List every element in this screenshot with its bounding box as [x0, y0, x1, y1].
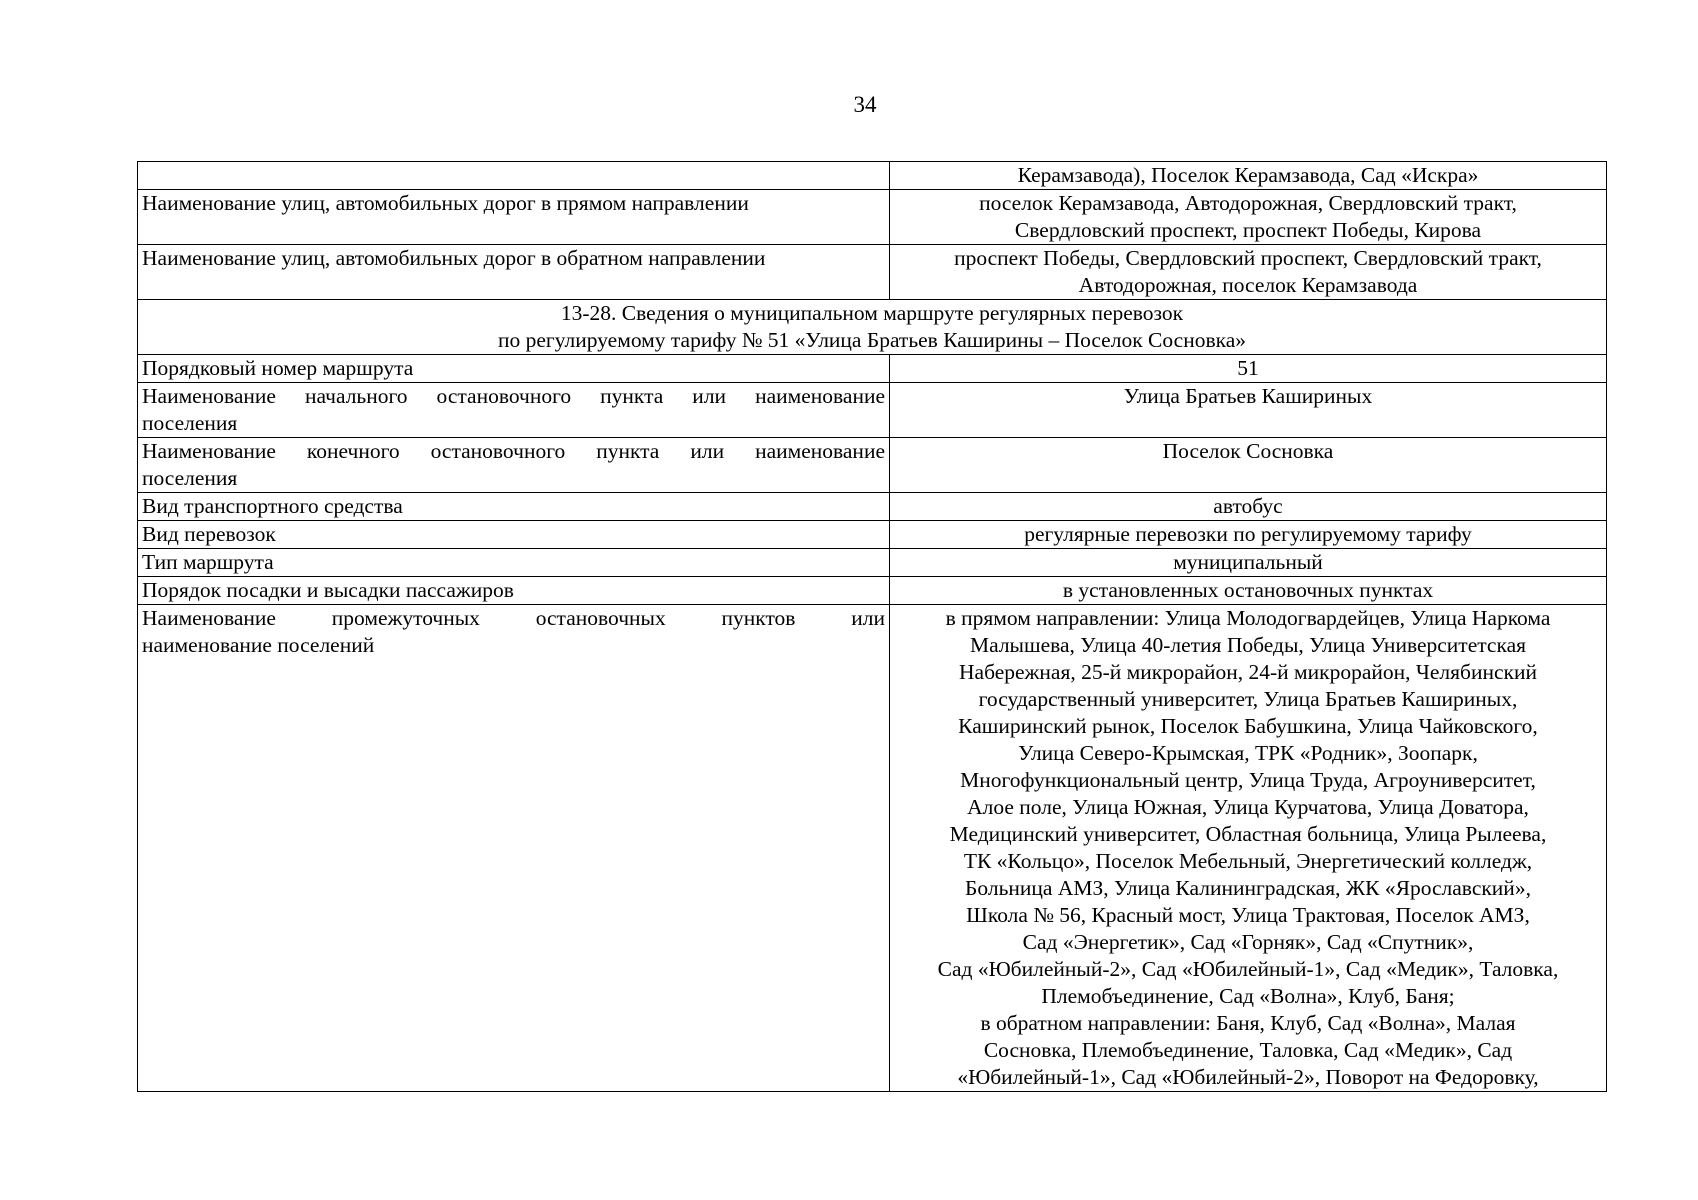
table-row	[138, 493, 1607, 521]
stops-line: Сад «Юбилейный-2», Сад «Юбилейный-1», Сад «Медик», Таловка,	[937, 957, 1559, 981]
page-number: 34	[853, 92, 877, 117]
row-label: Порядок посадки и высадки пассажиров	[138, 577, 890, 605]
row-value: муниципальный	[890, 549, 1607, 577]
stops-line: Сосновка, Племобъединение, Таловка, Сад «Медик», Сад	[983, 1038, 1513, 1062]
stops-list	[890, 605, 1607, 1092]
table-row	[138, 549, 1607, 577]
row-value: автобус	[890, 493, 1607, 521]
table-row	[138, 438, 1607, 493]
stops-line: в обратном направлении: Баня, Клуб, Сад «Волна», Малая	[980, 1011, 1516, 1035]
section-heading: 13-28. Сведения о муниципальном маршруте регулярных перевозок по регулируемому тарифу № 51 «Улица Братьев Каширины – Поселок Сосновка»	[138, 300, 1607, 355]
stops-line: Многофункциональный центр, Улица Труда, Агроуниверситет,	[960, 768, 1536, 792]
stops-line: Улица Северо-Крымская, ТРК «Родник», Зоопарк,	[1018, 741, 1478, 765]
row-label: Вид перевозок	[138, 521, 890, 549]
row-label: Вид транспортного средства	[138, 493, 890, 521]
table-row-stops	[138, 605, 1607, 1092]
table-row	[138, 162, 1607, 190]
route-table	[137, 161, 1607, 1092]
row-value: в установленных остановочных пунктах	[890, 577, 1607, 605]
stops-line: Племобъединение, Сад «Волна», Клуб, Баня;	[1041, 984, 1455, 1008]
stops-line: Сад «Энергетик», Сад «Горняк», Сад «Спутник»,	[1022, 930, 1474, 954]
row-value: регулярные перевозки по регулируемому тарифу	[890, 521, 1607, 549]
row-value: Улица Братьев Кашириных	[890, 383, 1607, 438]
stops-line: Малышева, Улица 40-летия Победы, Улица Университетская	[969, 633, 1527, 657]
stops-line: Каширинский рынок, Поселок Бабушкина, Улица Чайковского,	[958, 714, 1538, 738]
stops-line: в прямом направлении: Улица Молодогвардейцев, Улица Наркома	[945, 606, 1551, 630]
row-label: Наименование улиц, автомобильных дорог в обратном направлении	[138, 245, 890, 300]
row-label: Порядковый номер маршрута	[138, 355, 890, 383]
row-label: Наименование улиц, автомобильных дорог в прямом направлении	[138, 190, 890, 245]
stops-line: Больница АМЗ, Улица Калининградская, ЖК «Ярославский»,	[965, 876, 1531, 900]
stops-line: государственный университет, Улица Братьев Кашириных,	[978, 687, 1518, 711]
stops-line: Алое поле, Улица Южная, Улица Курчатова, Улица Доватора,	[967, 795, 1529, 819]
row-value: поселок Керамзавода, Автодорожная, Свердловский тракт, Свердловский проспект, проспект Победы, Кирова	[890, 190, 1607, 245]
row-value: 51	[890, 355, 1607, 383]
stops-line: Набережная, 25-й микрорайон, 24-й микрорайон, Челябинский	[959, 660, 1537, 684]
table-row	[138, 245, 1607, 300]
section-heading-row	[138, 300, 1607, 355]
row-label	[138, 162, 890, 190]
stops-line: «Юбилейный-1», Сад «Юбилейный-2», Поворот на Федоровку,	[957, 1065, 1539, 1089]
table-row	[138, 577, 1607, 605]
row-label: Наименование промежуточных остановочных пунктов или наименование поселений	[138, 605, 890, 1092]
row-value: Поселок Сосновка	[890, 438, 1607, 493]
table-row	[138, 521, 1607, 549]
stops-line: ТК «Кольцо», Поселок Мебельный, Энергетический колледж,	[963, 849, 1533, 873]
row-value: проспект Победы, Свердловский проспект, Свердловский тракт, Автодорожная, поселок Керамзавода	[890, 245, 1607, 300]
row-label: Наименование начального остановочного пункта или наименование поселения	[138, 383, 890, 438]
table-row	[138, 383, 1607, 438]
stops-line: Медицинский университет, Областная больница, Улица Рылеева,	[949, 822, 1547, 846]
row-label: Тип маршрута	[138, 549, 890, 577]
row-value: Керамзавода), Поселок Керамзавода, Сад «Искра»	[890, 162, 1607, 190]
row-label: Наименование конечного остановочного пункта или наименование поселения	[138, 438, 890, 493]
table-row	[138, 190, 1607, 245]
table-row	[138, 355, 1607, 383]
stops-line: Школа № 56, Красный мост, Улица Трактовая, Поселок АМЗ,	[966, 903, 1530, 927]
